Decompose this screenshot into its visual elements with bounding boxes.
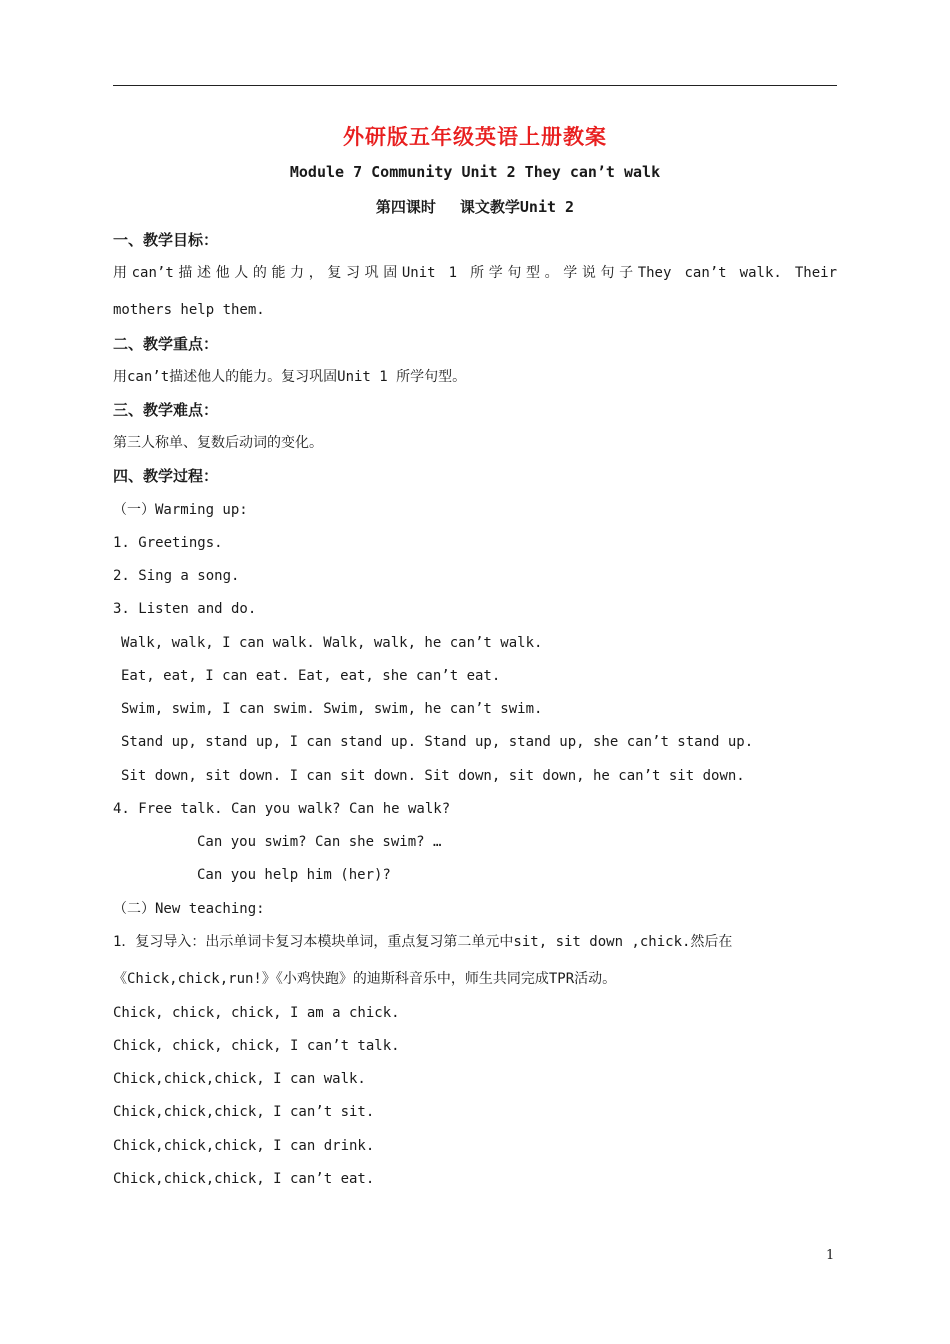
chick-chant-line-5: Chick,chick,chick, I can drink.: [113, 1138, 375, 1154]
chant-line-1: Walk, walk, I can walk. Walk, walk, he can’t walk.: [121, 635, 543, 651]
chick-chant-line-3: Chick,chick,chick, I can walk.: [113, 1071, 366, 1087]
key-points-heading: 二、教学重点：: [113, 335, 219, 353]
difficulties-heading: 三、教学难点：: [113, 401, 219, 419]
free-talk-line-3: Can you help him (her)?: [197, 867, 391, 883]
new-teaching-item1-line1: 1．复习导入：出示单词卡复习本模块单词，重点复习第二单元中sit, sit down ,chick.然后在: [113, 934, 733, 950]
chant-line-5: Sit down, sit down. I can sit down. Sit down, sit down, he can’t sit down.: [121, 768, 745, 784]
chick-chant-line-6: Chick,chick,chick, I can’t eat.: [113, 1171, 375, 1187]
objectives-text-line2: mothers help them.: [113, 302, 265, 318]
warming-item-1: 1. Greetings.: [113, 535, 223, 551]
objectives-text-line1: 用can’t描述他人的能力，复习巩固Unit 1 所学句型。学说句子They can’t walk. Their: [113, 265, 837, 281]
chant-line-4: Stand up, stand up, I can stand up. Stand up, stand up, she can’t stand up.: [121, 734, 754, 750]
chant-line-3: Swim, swim, I can swim. Swim, swim, he can’t swim.: [121, 701, 543, 717]
process-heading: 四、教学过程：: [113, 467, 219, 485]
key-points-text: 用can’t描述他人的能力。复习巩固Unit 1 所学句型。: [113, 369, 467, 385]
difficulties-text: 第三人称单、复数后动词的变化。: [113, 435, 323, 451]
lesson-period: 第四课时: [375, 198, 436, 216]
new-teaching-item1-line2: 《Chick,chick,run!》《小鸡快跑》的迪斯科音乐中，师生共同完成TPR活动。: [113, 971, 617, 987]
warming-up-heading: （一）Warming up:: [113, 502, 248, 518]
page-number: 1: [826, 1248, 835, 1263]
lesson-topic: 课文教学Unit 2: [459, 198, 575, 216]
chick-chant-line-4: Chick,chick,chick, I can’t sit.: [113, 1104, 375, 1120]
new-teaching-heading: （二）New teaching:: [113, 901, 265, 917]
chant-line-2: Eat, eat, I can eat. Eat, eat, she can’t eat.: [121, 668, 501, 684]
warming-item-2: 2. Sing a song.: [113, 568, 240, 584]
page-title: 外研版五年级英语上册教案: [343, 125, 607, 149]
warming-item-3: 3. Listen and do.: [113, 601, 257, 617]
free-talk-line-2: Can you swim? Can she swim? …: [197, 834, 442, 850]
header-rule: [113, 85, 837, 86]
chick-chant-line-1: Chick, chick, chick, I am a chick.: [113, 1005, 400, 1021]
free-talk-line-1: 4. Free talk. Can you walk? Can he walk?: [113, 801, 451, 817]
module-subtitle: Module 7 Community Unit 2 They can’t walk: [289, 163, 661, 181]
objectives-heading: 一、教学目标：: [113, 231, 219, 249]
lesson-subtitle: [0, 196, 950, 217]
chick-chant-line-2: Chick, chick, chick, I can’t talk.: [113, 1038, 400, 1054]
